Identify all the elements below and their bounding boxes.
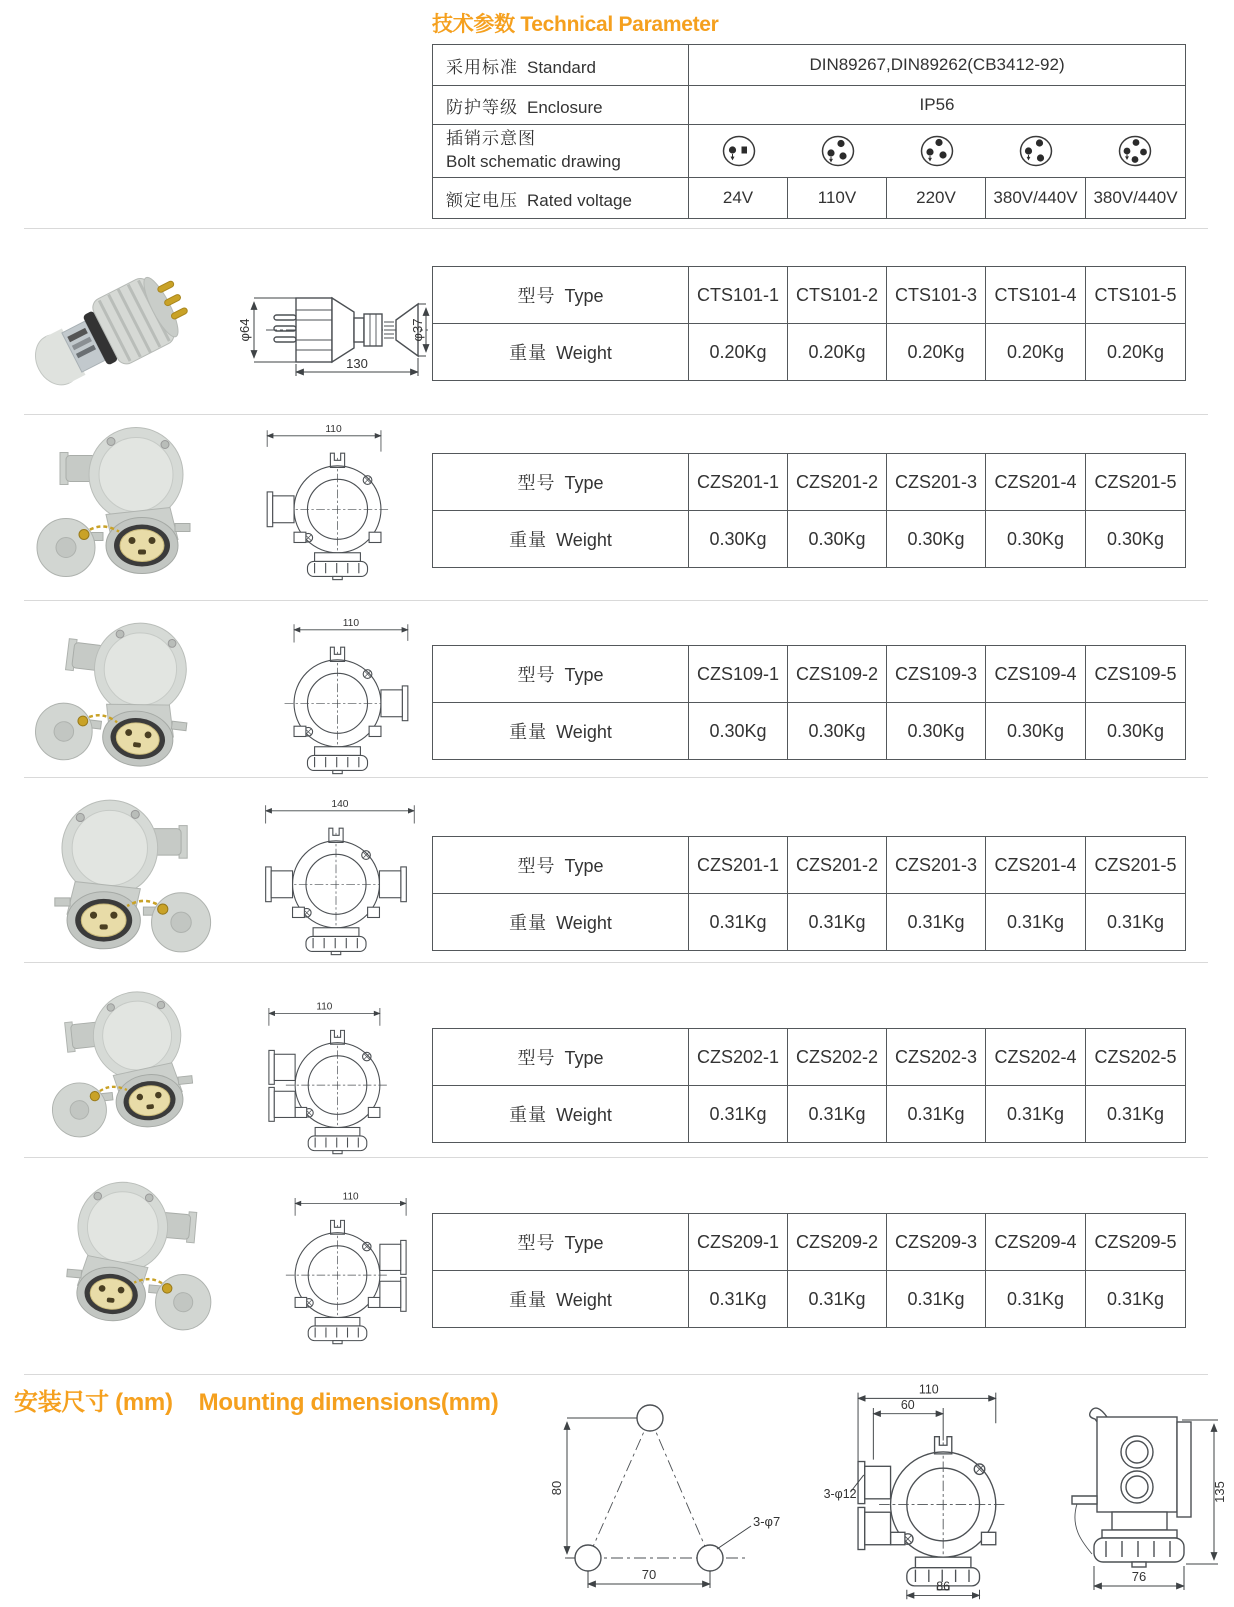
dim-label: φ64	[237, 318, 252, 342]
standard-label: 采用标准 Standard	[433, 45, 689, 86]
weight-cell: 0.31Kg	[788, 1086, 887, 1143]
type-label: 型号 Type	[433, 1214, 689, 1271]
separator	[24, 228, 1208, 229]
product-photo-czs201b	[8, 792, 233, 960]
weight-cell: 0.31Kg	[1086, 1086, 1186, 1143]
bolt-4pin-icon	[1112, 131, 1158, 171]
bolt-3pin-icon	[815, 131, 861, 171]
type-label: 型号 Type	[433, 646, 689, 703]
dim-label: 70	[641, 1567, 657, 1582]
dimension-drawing-czs201b	[235, 795, 437, 957]
weight-label: 重量 Weight	[433, 1271, 689, 1328]
dim-label: 130	[346, 356, 368, 371]
enclosure-value: IP56	[689, 86, 1186, 125]
weight-cell: 0.30Kg	[986, 703, 1086, 760]
product-table-czs201	[432, 453, 1186, 568]
bolt-2pin-icon	[716, 131, 762, 171]
type-label: 型号 Type	[433, 267, 689, 324]
product-table-czs201b	[432, 836, 1186, 951]
dim-label: 135	[1212, 1481, 1227, 1503]
product-photo-czs209	[28, 1168, 233, 1340]
dim-label: 140	[331, 798, 349, 810]
voltage-value: 24V	[689, 178, 788, 219]
type-label: 型号 Type	[433, 837, 689, 894]
weight-label: 重量 Weight	[433, 894, 689, 951]
type-cell: CZS202-1	[689, 1029, 788, 1086]
weight-label: 重量 Weight	[433, 324, 689, 381]
dim-label: 110	[342, 617, 360, 629]
type-cell: CZS109-5	[1086, 646, 1186, 703]
weight-cell: 0.31Kg	[986, 894, 1086, 951]
type-cell: CTS101-2	[788, 267, 887, 324]
type-cell: CZS201-1	[689, 837, 788, 894]
rated-voltage-label: 额定电压 Rated voltage	[433, 178, 689, 219]
type-cell: CZS201-2	[788, 454, 887, 511]
weight-cell: 0.20Kg	[1086, 324, 1186, 381]
weight-cell: 0.30Kg	[689, 511, 788, 568]
weight-cell: 0.31Kg	[1086, 1271, 1186, 1328]
weight-cell: 0.31Kg	[986, 1086, 1086, 1143]
type-cell: CTS101-5	[1086, 267, 1186, 324]
type-cell: CZS202-5	[1086, 1029, 1186, 1086]
weight-cell: 0.20Kg	[689, 324, 788, 381]
type-cell: CZS201-1	[689, 454, 788, 511]
weight-cell: 0.31Kg	[887, 1086, 986, 1143]
weight-cell: 0.30Kg	[887, 703, 986, 760]
weight-cell: 0.30Kg	[788, 703, 887, 760]
type-label: 型号 Type	[433, 454, 689, 511]
type-cell: CZS209-4	[986, 1214, 1086, 1271]
product-photo-plug	[8, 250, 233, 405]
weight-cell: 0.30Kg	[1086, 703, 1186, 760]
type-cell: CZS201-4	[986, 454, 1086, 511]
separator	[24, 414, 1208, 415]
weight-cell: 0.30Kg	[986, 511, 1086, 568]
type-cell: CZS209-3	[887, 1214, 986, 1271]
weight-cell: 0.31Kg	[689, 1086, 788, 1143]
type-cell: CZS201-4	[986, 837, 1086, 894]
type-cell: CZS209-2	[788, 1214, 887, 1271]
separator	[24, 1374, 1208, 1375]
bolt-3pin-icon	[914, 131, 960, 171]
weight-cell: 0.30Kg	[887, 511, 986, 568]
mounting-front-view-drawing	[818, 1382, 1076, 1605]
dim-label: 110	[325, 423, 342, 435]
dim-label: φ37	[410, 318, 425, 342]
type-cell: CZS209-1	[689, 1214, 788, 1271]
weight-cell: 0.20Kg	[986, 324, 1086, 381]
standard-value: DIN89267,DIN89262(CB3412-92)	[689, 45, 1186, 86]
separator	[24, 600, 1208, 601]
dimension-drawing-czs109	[245, 614, 430, 776]
weight-label: 重量 Weight	[433, 511, 689, 568]
dim-label: 3-φ12	[823, 1486, 857, 1501]
weight-cell: 0.31Kg	[788, 894, 887, 951]
dim-label: 3-φ7	[753, 1514, 781, 1529]
dim-label: 86	[936, 1579, 951, 1594]
type-cell: CZS201-2	[788, 837, 887, 894]
product-photo-czs202	[30, 978, 230, 1146]
dimension-drawing-czs202	[245, 998, 430, 1156]
page-title: 技术参数 Technical Parameter	[432, 13, 719, 36]
separator	[24, 777, 1208, 778]
weight-label: 重量 Weight	[433, 1086, 689, 1143]
type-cell: CZS201-3	[887, 837, 986, 894]
separator	[24, 1157, 1208, 1158]
type-cell: CZS201-5	[1086, 837, 1186, 894]
type-cell: CTS101-1	[689, 267, 788, 324]
weight-cell: 0.31Kg	[1086, 894, 1186, 951]
weight-cell: 0.31Kg	[689, 1271, 788, 1328]
separator	[24, 962, 1208, 963]
type-cell: CZS109-1	[689, 646, 788, 703]
weight-cell: 0.31Kg	[689, 894, 788, 951]
product-table-czs209	[432, 1213, 1186, 1328]
product-table-czs202	[432, 1028, 1186, 1143]
bolt-schematic-label: 插销示意图 Bolt schematic drawing	[433, 125, 689, 178]
mounting-side-view-drawing	[1052, 1392, 1234, 1604]
dim-label: 80	[549, 1480, 564, 1496]
weight-cell: 0.31Kg	[788, 1271, 887, 1328]
bolt-3pin-icon	[1013, 131, 1059, 171]
dim-label: 110	[316, 1001, 333, 1013]
product-photo-czs109	[22, 612, 232, 777]
voltage-value: 220V	[887, 178, 986, 219]
type-cell: CZS202-3	[887, 1029, 986, 1086]
type-cell: CZS202-2	[788, 1029, 887, 1086]
weight-cell: 0.30Kg	[689, 703, 788, 760]
dim-label: 110	[918, 1382, 939, 1397]
dim-label: 110	[342, 1191, 359, 1203]
product-table-cts101	[432, 266, 1186, 381]
mounting-title: 安装尺寸 (mm) Mounting dimensions(mm)	[14, 1389, 499, 1416]
type-cell: CZS201-5	[1086, 454, 1186, 511]
weight-cell: 0.30Kg	[788, 511, 887, 568]
weight-cell: 0.20Kg	[887, 324, 986, 381]
technical-parameter-table	[432, 44, 1186, 219]
enclosure-label: 防护等级 Enclosure	[433, 86, 689, 125]
dimension-drawing-czs201	[245, 420, 430, 582]
weight-cell: 0.30Kg	[1086, 511, 1186, 568]
type-cell: CTS101-3	[887, 267, 986, 324]
weight-label: 重量 Weight	[433, 703, 689, 760]
type-label: 型号 Type	[433, 1029, 689, 1086]
type-cell: CZS209-5	[1086, 1214, 1186, 1271]
type-cell: CZS109-4	[986, 646, 1086, 703]
weight-cell: 0.20Kg	[788, 324, 887, 381]
voltage-value: 380V/440V	[1086, 178, 1186, 219]
dim-label: 60	[900, 1397, 915, 1412]
dim-label: 76	[1131, 1569, 1147, 1584]
bolt-schematic-row	[689, 125, 1186, 178]
dimension-drawing-plug	[238, 268, 433, 390]
product-table-czs109	[432, 645, 1186, 760]
type-cell: CZS202-4	[986, 1029, 1086, 1086]
type-cell: CTS101-4	[986, 267, 1086, 324]
type-cell: CZS109-2	[788, 646, 887, 703]
type-cell: CZS201-3	[887, 454, 986, 511]
product-photo-czs201	[18, 418, 233, 586]
type-cell: CZS109-3	[887, 646, 986, 703]
weight-cell: 0.31Kg	[887, 1271, 986, 1328]
weight-cell: 0.31Kg	[887, 894, 986, 951]
dimension-drawing-czs209	[245, 1188, 430, 1346]
weight-cell: 0.31Kg	[986, 1271, 1086, 1328]
voltage-value: 110V	[788, 178, 887, 219]
voltage-value: 380V/440V	[986, 178, 1086, 219]
